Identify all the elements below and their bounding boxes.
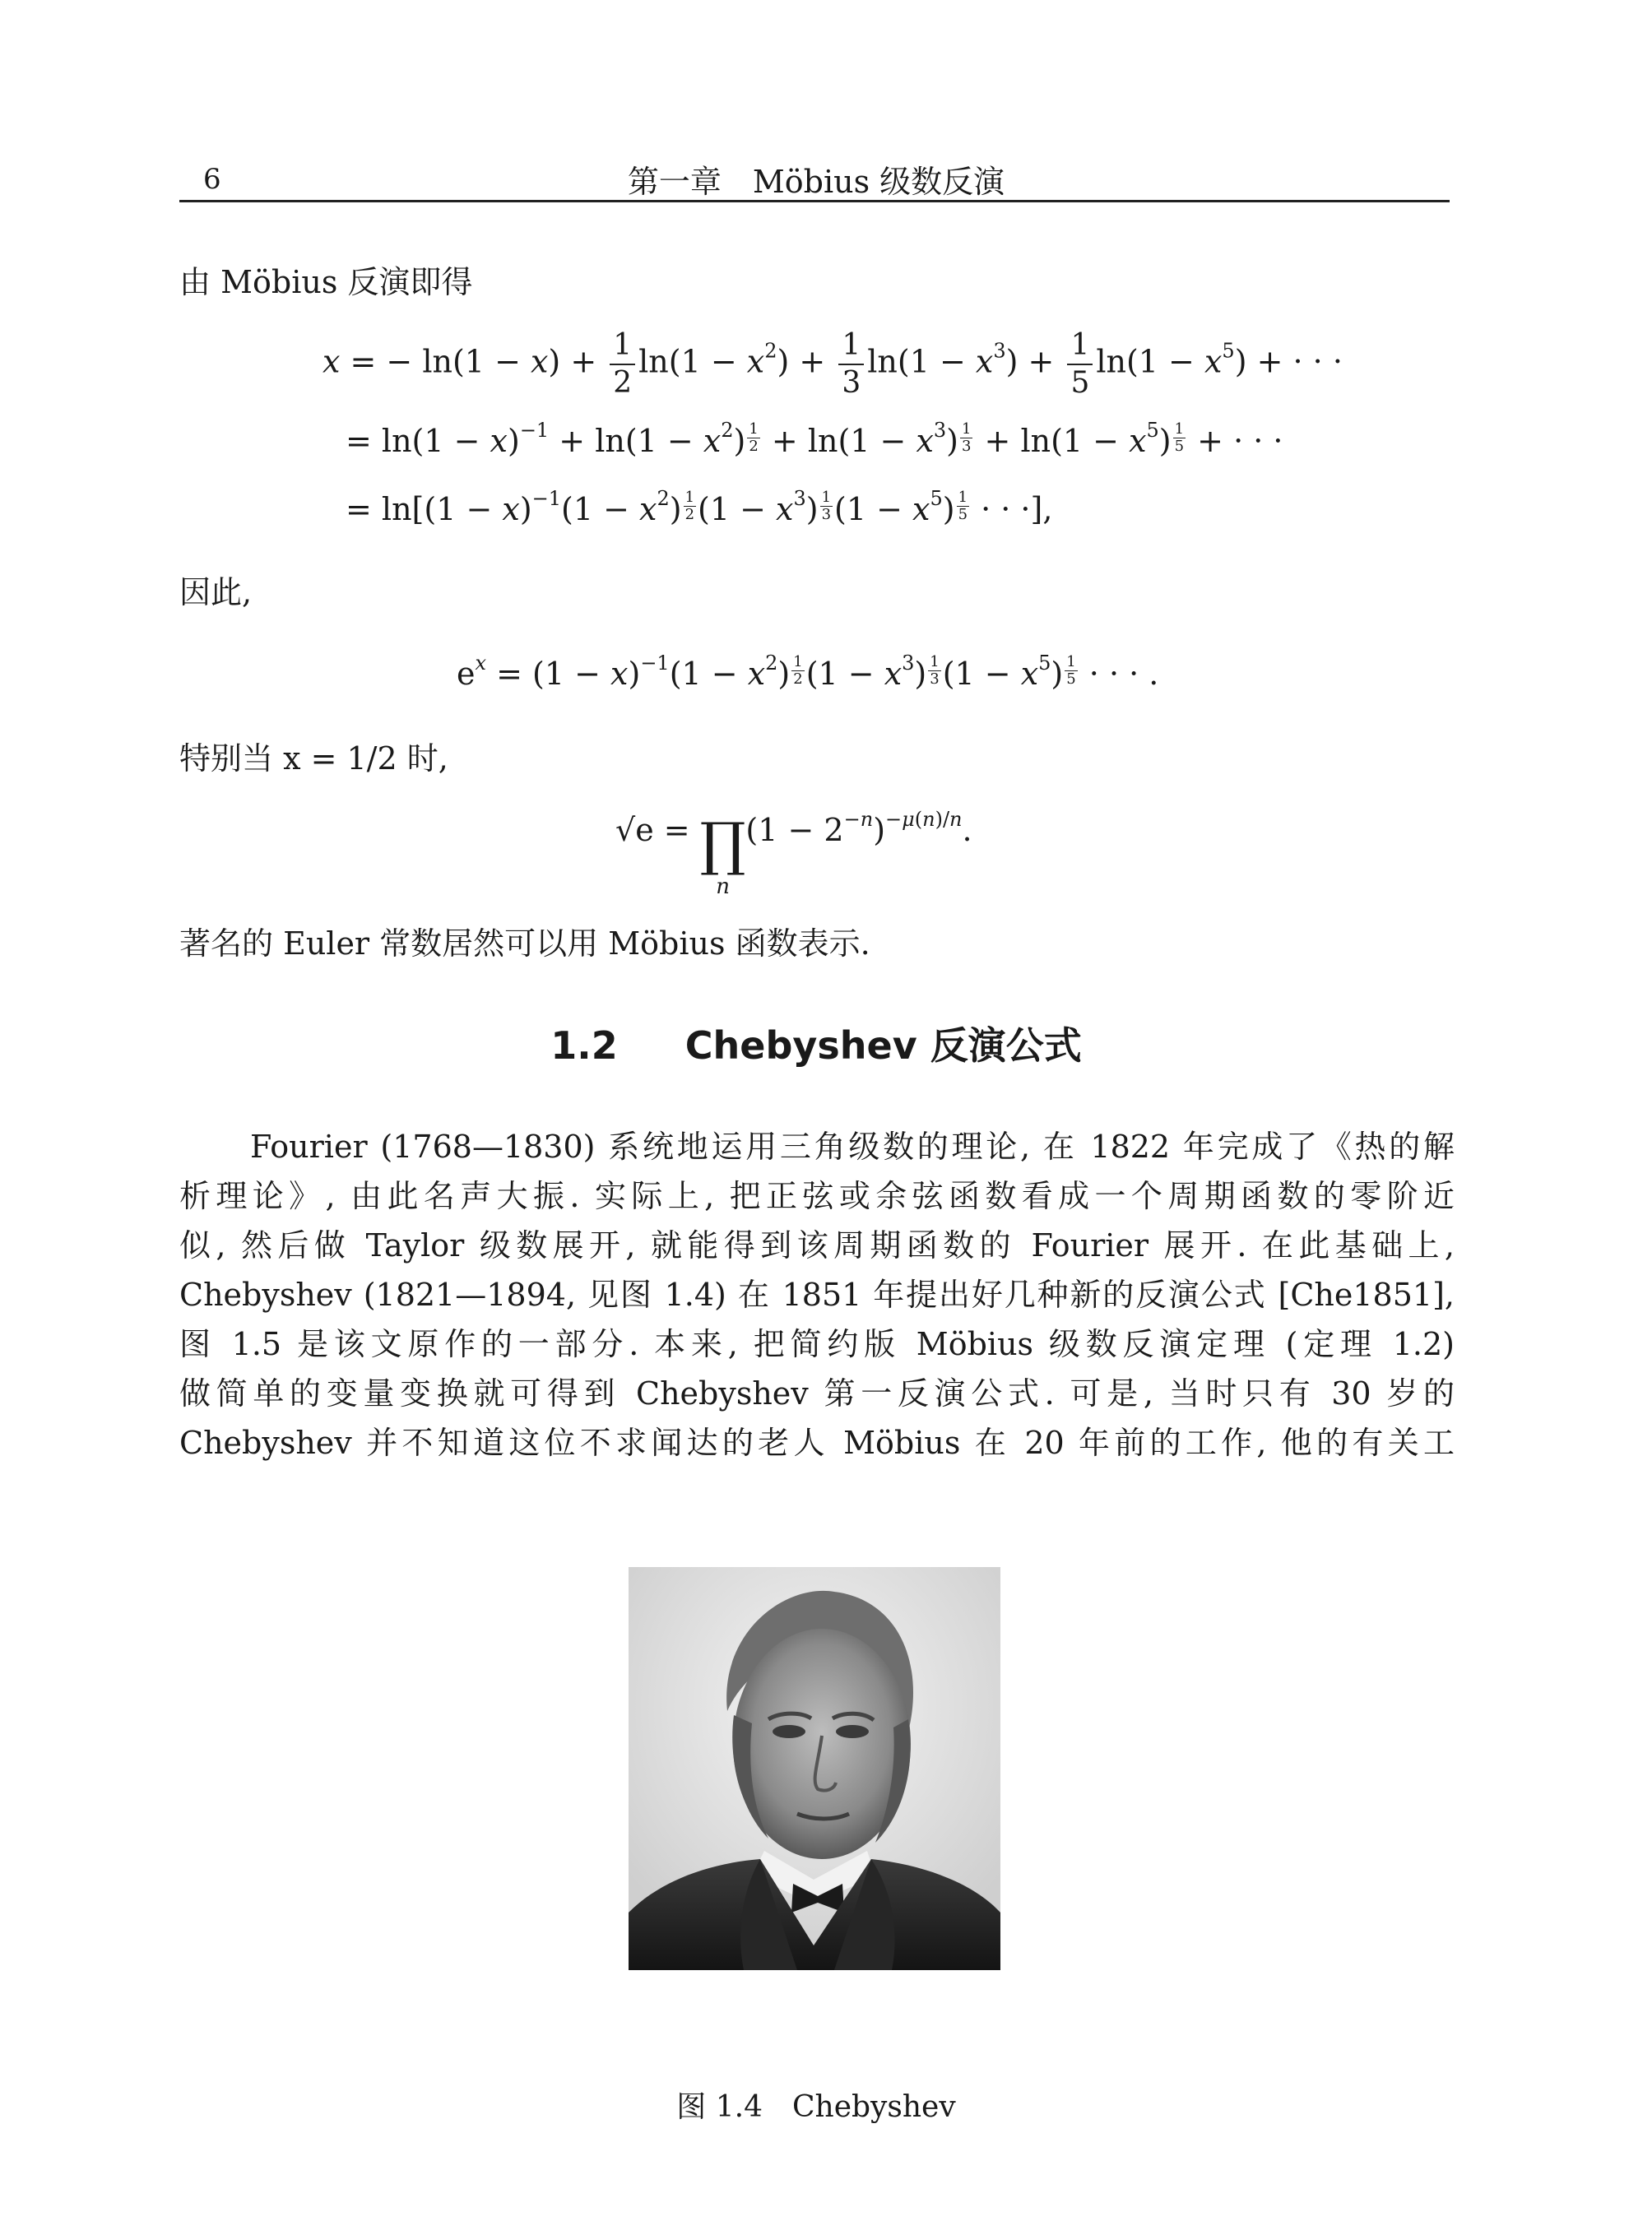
- paragraph-line: Chebyshev (1821—1894, 见图 1.4) 在 1851 年提出好几种新的反演公式 [Che1851],: [179, 1277, 1455, 1313]
- section-title-text: Chebyshev 反演公式: [684, 1023, 1082, 1068]
- section-number: 1.2: [550, 1023, 618, 1068]
- equation-line-3: = $\ln[(1 - x)^{-1}(1 - x^2)$ $\frac{1}{2}$ $(1 - x^3)$ $\frac{1}{3}$ $(1 - x^5)$ $\frac{1}{5}$ · · ·],: [346, 487, 1053, 527]
- euler-note-line: 著名的 Euler 常数居然可以用 Möbius 函数表示.: [179, 925, 870, 962]
- body-paragraph: [179, 1122, 1455, 1468]
- paragraph-line: 做简单的变量变换就可得到 Chebyshev 第一反演公式. 可是, 当时只有 30 岁的: [179, 1375, 1455, 1412]
- page-number: 6: [203, 163, 221, 196]
- paragraph-line: Chebyshev 并不知道这位不求闻达的老人 Möbius 在 20 年前的工作, 他的有关工: [179, 1425, 1455, 1461]
- therefore-line: 因此,: [179, 574, 253, 610]
- paragraph-line: Fourier (1768—1830) 系统地运用三角级数的理论, 在 1822 年完成了《热的解: [250, 1129, 1455, 1165]
- portrait-image: [629, 1567, 1000, 1970]
- figure-caption: 图 1.4 Chebyshev: [676, 2090, 956, 2124]
- running-head: 第一章 Möbius 级数反演: [627, 164, 1005, 200]
- section-title: [0, 1016, 1632, 1070]
- special-case-line: 特别当 x = 1/2 时,: [179, 740, 448, 777]
- paragraph-line: 似, 然后做 Taylor 级数展开, 就能得到该周期函数的 Fourier 展开. 在此基础上,: [179, 1227, 1455, 1264]
- equation-line-2: = $\ln(1 - x)^{-1} + \ln(1 - x^2)$ $\frac{1}{2}$ + $\ln(1 - x^3)$ $\frac{1}{3}$ + $\ln(1 - x^5)$ $\frac{1}{5}$ + · · ·: [346, 419, 1283, 459]
- equation-line-1: x = − ln(1 − x) + $\frac{1}{2}$ $\ln(1 - x^2)$ + $\frac{1}{3}$ $\ln(1 - x^3)$ + $\frac{1}{5}$ $\ln(1 - x^5)$ + · · ·: [323, 328, 1343, 400]
- intro-line: 由 Möbius 反演即得: [179, 264, 473, 300]
- paragraph-line: 图 1.5 是该文原作的一部分. 本来, 把简约版 Möbius 级数反演定理 (定理 1.2): [179, 1326, 1455, 1362]
- paragraph-line: 析理论》, 由此名声大振. 实际上, 把正弦或余弦函数看成一个周期函数的零阶近: [179, 1178, 1455, 1214]
- exp-equation: $e^x = (1 - x)^{-1}(1 - x^2)$ $\frac{1}{2}$ $(1 - x^3)$ $\frac{1}{3}$ $(1 - x^5)$ $\frac{1}{5}$ · · · .: [457, 651, 1159, 692]
- sqrt-e-product-equation: √e = ∏ n $(1 - 2^{-n})^{-\mu(n)/n}$.: [615, 808, 972, 899]
- chebyshev-portrait: [629, 1567, 1000, 1970]
- header-rule: [179, 200, 1450, 202]
